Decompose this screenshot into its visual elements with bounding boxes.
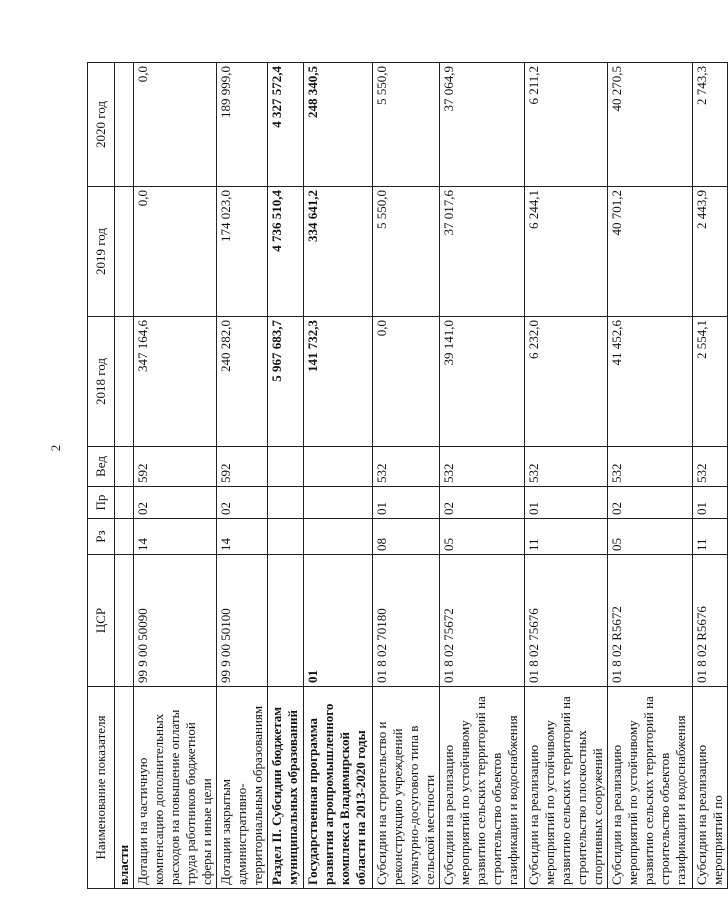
- row-name: власти: [115, 687, 134, 889]
- row-name: Субсидии на строительство и реконструкцию учреждений культурно-досугового типа в сельской местности: [373, 687, 440, 889]
- row-csr: 01 8 02 70180: [373, 555, 440, 687]
- row-csr: 01 8 02 R5676: [693, 555, 728, 687]
- row-name: Дотации на частичную компенсацию дополнительных расходов на повышение оплаты труда работников бюджетной сферы и иные цели: [134, 687, 217, 889]
- row-rz: 14: [134, 519, 217, 555]
- row-rz: 08: [373, 519, 440, 555]
- row-csr: 99 9 00 50090: [134, 555, 217, 687]
- table-row: [268, 63, 304, 889]
- row-name: Субсидии на реализацию мероприятий по: [693, 687, 728, 889]
- table-row: [440, 63, 525, 889]
- row-ved: [268, 447, 304, 487]
- rotated-page: [87, 63, 725, 889]
- row-pr: 02: [440, 487, 525, 519]
- row-name: Государственная программа развития агропромышленного комплекса Владимирской области на 2013-2020 годы: [304, 687, 373, 889]
- page-number: 2: [48, 444, 63, 452]
- table-row: [217, 63, 268, 889]
- row-csr: 01 8 02 R5672: [608, 555, 693, 687]
- row-2020: 6 211,2: [525, 63, 608, 187]
- row-2019: 2 443,9: [693, 187, 728, 317]
- row-2018: 5 967 683,7: [268, 317, 304, 447]
- row-csr: 99 9 00 50100: [217, 555, 268, 687]
- row-pr: [304, 487, 373, 519]
- row-name: Раздел II. Субсидии бюджетам муниципальных образований: [268, 687, 304, 889]
- row-2018: 39 141,0: [440, 317, 525, 447]
- row-2018: 41 452,6: [608, 317, 693, 447]
- row-csr: 01 8 02 75672: [440, 555, 525, 687]
- row-pr: [115, 487, 134, 519]
- row-ved: [304, 447, 373, 487]
- row-pr: 01: [693, 487, 728, 519]
- row-rz: [268, 519, 304, 555]
- row-2020: 37 064,9: [440, 63, 525, 187]
- row-pr: 02: [134, 487, 217, 519]
- row-rz: 11: [525, 519, 608, 555]
- row-ved: 532: [440, 447, 525, 487]
- row-2019: 174 023,0: [217, 187, 268, 317]
- row-rz: [115, 519, 134, 555]
- row-pr: 02: [217, 487, 268, 519]
- row-ved: 532: [373, 447, 440, 487]
- row-2019: [115, 187, 134, 317]
- row-name: Субсидии на реализацию мероприятий по устойчивому развитию сельских территорий на строительство плоскостных спортивных сооружений: [525, 687, 608, 889]
- header-csr: ЦСР: [88, 555, 115, 687]
- row-rz: 11: [693, 519, 728, 555]
- table-header-row: [88, 63, 115, 889]
- row-2020: 189 999,0: [217, 63, 268, 187]
- row-pr: 02: [608, 487, 693, 519]
- row-pr: 01: [373, 487, 440, 519]
- row-ved: 592: [217, 447, 268, 487]
- row-ved: 532: [608, 447, 693, 487]
- row-2020: 0,0: [134, 63, 217, 187]
- row-csr: [115, 555, 134, 687]
- row-2018: 2 554,1: [693, 317, 728, 447]
- row-rz: 05: [608, 519, 693, 555]
- header-2020: 2020 год: [88, 63, 115, 187]
- header-name: Наименование показателя: [88, 687, 115, 889]
- table-row: [304, 63, 373, 889]
- row-ved: [115, 447, 134, 487]
- table-row: [525, 63, 608, 889]
- row-2018: 141 732,3: [304, 317, 373, 447]
- row-ved: 532: [693, 447, 728, 487]
- row-2020: 248 340,5: [304, 63, 373, 187]
- row-2019: 4 736 510,4: [268, 187, 304, 317]
- header-ved: Вед: [88, 447, 115, 487]
- row-ved: 532: [525, 447, 608, 487]
- row-rz: [304, 519, 373, 555]
- row-rz: 05: [440, 519, 525, 555]
- row-2019: 334 641,2: [304, 187, 373, 317]
- row-2019: 40 701,2: [608, 187, 693, 317]
- row-2020: 40 270,5: [608, 63, 693, 187]
- row-name: Субсидии на реализацию мероприятий по устойчивому развитию сельских территорий на строительство объектов газификации и водоснабжения: [440, 687, 525, 889]
- row-2020: 4 327 572,4: [268, 63, 304, 187]
- row-csr: 01 8 02 75676: [525, 555, 608, 687]
- header-pr: Пр: [88, 487, 115, 519]
- row-2018: 240 282,0: [217, 317, 268, 447]
- row-2019: 37 017,6: [440, 187, 525, 317]
- row-2018: 6 232,0: [525, 317, 608, 447]
- table-row: [373, 63, 440, 889]
- table-row: [115, 63, 134, 889]
- row-pr: [268, 487, 304, 519]
- row-ved: 592: [134, 447, 217, 487]
- row-2019: 5 550,0: [373, 187, 440, 317]
- table-row: [693, 63, 728, 889]
- table-row: [608, 63, 693, 889]
- header-2019: 2019 год: [88, 187, 115, 317]
- header-rz: Рз: [88, 519, 115, 555]
- row-2020: [115, 63, 134, 187]
- row-2019: 0,0: [134, 187, 217, 317]
- row-csr: 01: [304, 555, 373, 687]
- row-pr: 01: [525, 487, 608, 519]
- row-2018: [115, 317, 134, 447]
- row-name: Субсидии на реализацию мероприятий по устойчивому развитию сельских территорий на строительство объектов газификации и водоснабжения: [608, 687, 693, 889]
- row-2019: 6 244,1: [525, 187, 608, 317]
- row-2020: 5 550,0: [373, 63, 440, 187]
- row-name: Дотации закрытым административно-территориальным образованиям: [217, 687, 268, 889]
- header-2018: 2018 год: [88, 317, 115, 447]
- row-csr: [268, 555, 304, 687]
- row-2018: 0,0: [373, 317, 440, 447]
- row-2018: 347 164,6: [134, 317, 217, 447]
- row-rz: 14: [217, 519, 268, 555]
- table-row: [134, 63, 217, 889]
- row-2020: 2 743,3: [693, 63, 728, 187]
- budget-table: [87, 62, 728, 889]
